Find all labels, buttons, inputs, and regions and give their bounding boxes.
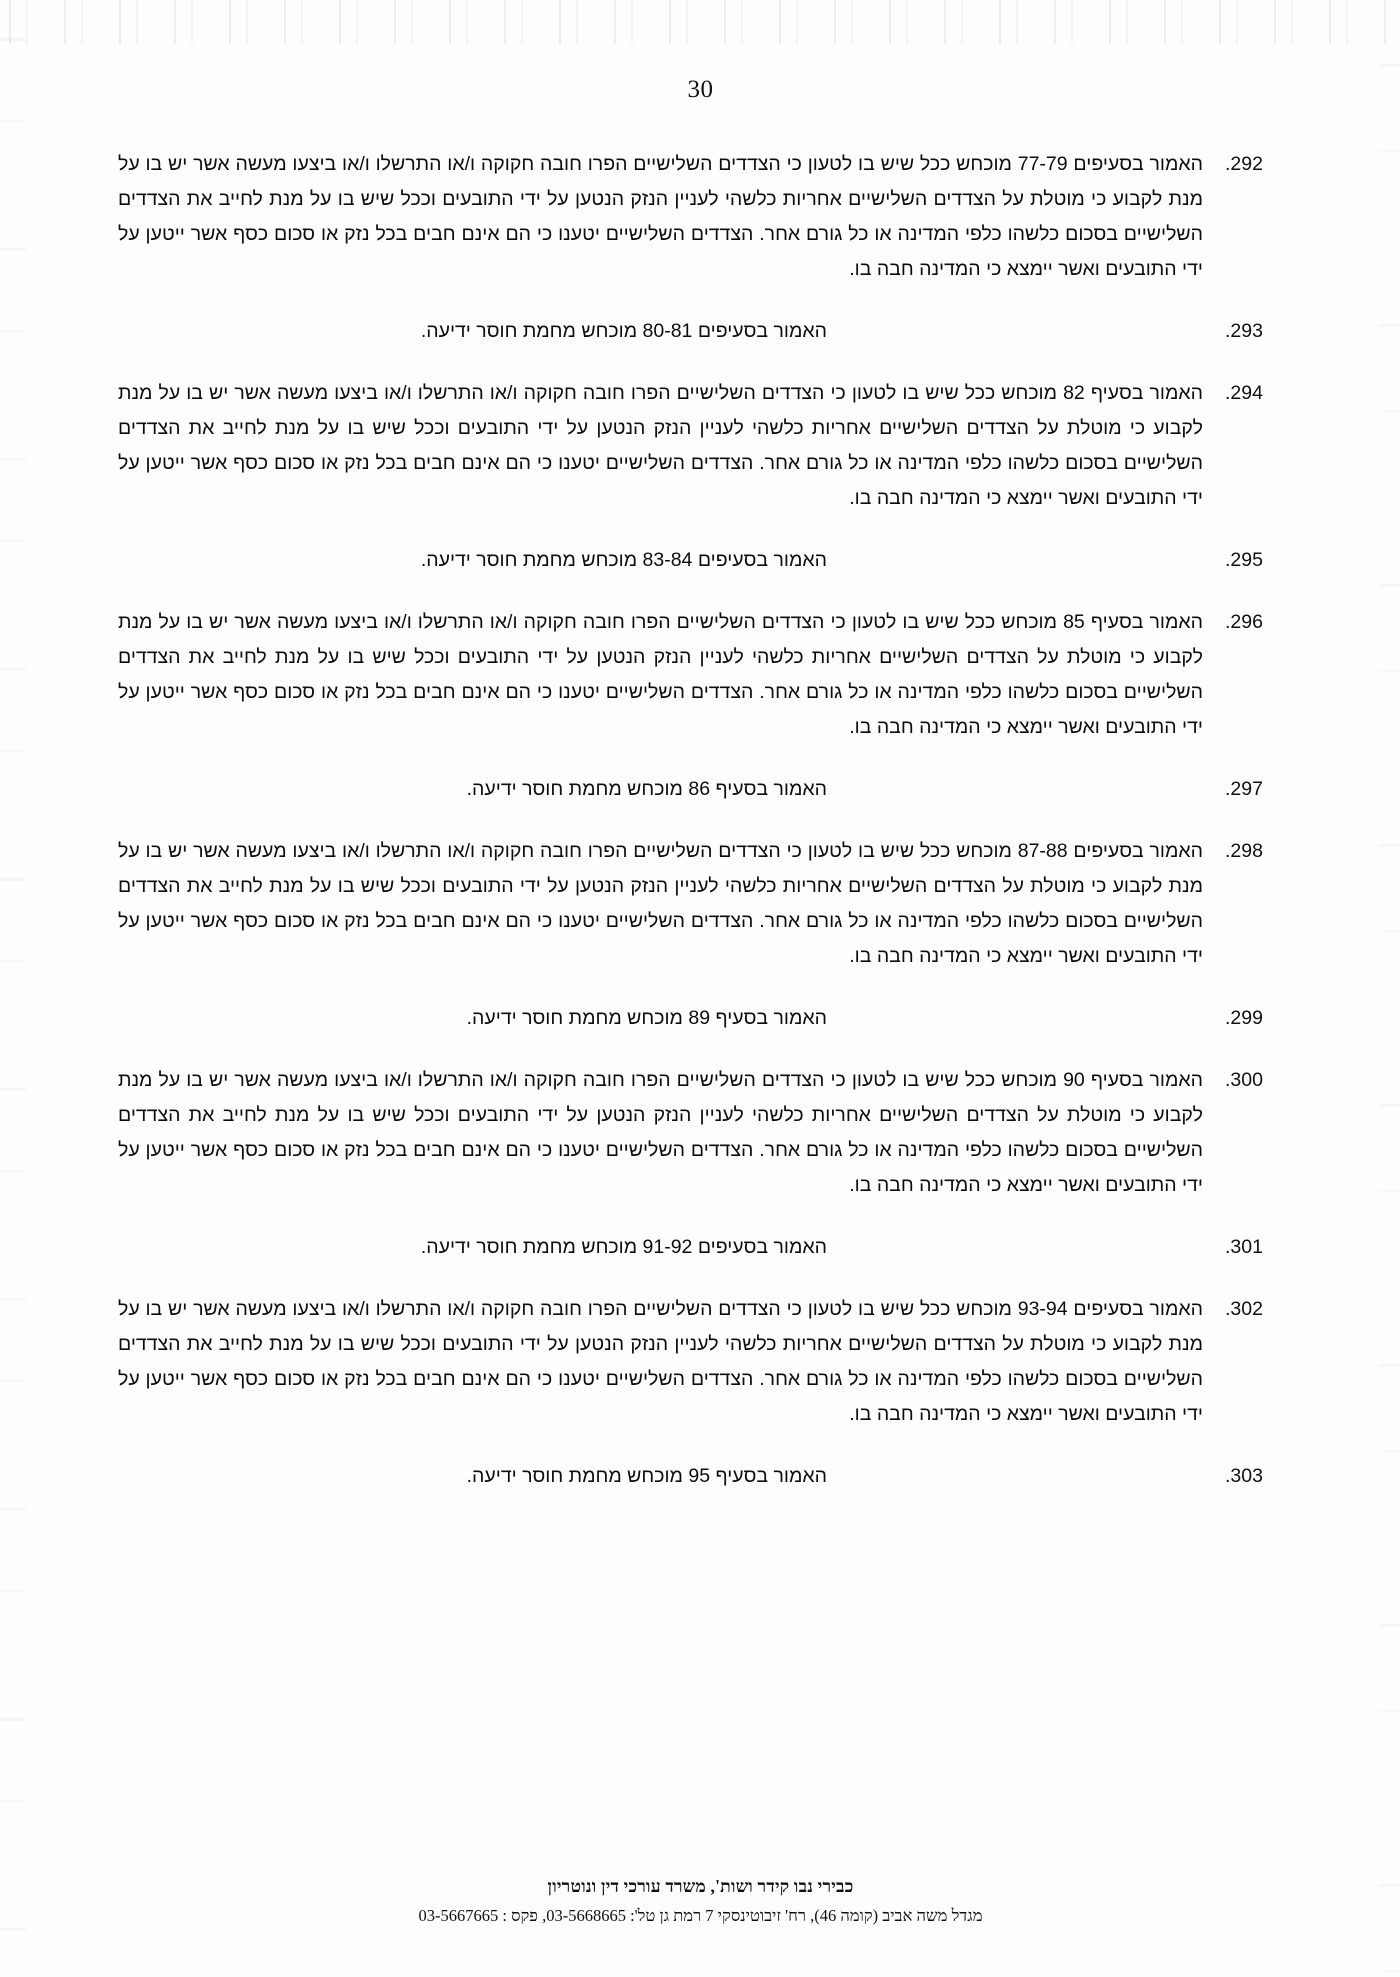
paragraph-text-line: האמור בסעיפים 83-84 מוכחש מחמת חוסר ידיעה.	[420, 549, 827, 571]
paragraph-text-line: האמור בסעיף 89 מוכחש מחמת חוסר ידיעה.	[466, 1007, 827, 1029]
paragraph-298	[118, 834, 1283, 974]
scan-artifact-left-edge	[0, 0, 26, 1977]
paragraph-number: .293	[1225, 320, 1263, 342]
paragraph-text: האמור בסעיף 85 מוכחש ככל שיש בו לטעון כי הצדדים השלישיים הפרו חובה חקוקה ו/או התרשלו ו/או ביצעו מעשה אשר יש בו על מנת לקבוע כי מוטלת על הצדדים השלישיים אחריות כלשהי לעניין הנזק הנטען על ידי התובעים וככל שיש בו על מנת לחייב את הצדדים השלישיים בסכום כלשהו כלפי המדינה או כל גורם אחר. הצדדים השלישיים יטענו כי הם אינם חבים בכל נזק או סכום כסף אשר ייטען על ידי התובעים ואשר יימצא כי המדינה חבה בו.	[118, 611, 1203, 738]
paragraph-number: .303	[1225, 1465, 1263, 1487]
paragraph-number: .295	[1225, 549, 1263, 571]
paragraph-text: האמור בסעיפים 87-88 מוכחש ככל שיש בו לטעון כי הצדדים השלישיים הפרו חובה חקוקה ו/או התרשלו ו/או ביצעו מעשה אשר יש בו על מנת לקבוע כי מוטלת על הצדדים השלישיים אחריות כלשהי לעניין הנזק הנטען על ידי התובעים וככל שיש בו על מנת לחייב את הצדדים השלישיים בסכום כלשהו כלפי המדינה או כל גורם אחר. הצדדים השלישיים יטענו כי הם אינם חבים בכל נזק או סכום כסף אשר ייטען על ידי התובעים ואשר יימצא כי המדינה חבה בו.	[118, 840, 1203, 967]
paragraph-292	[118, 147, 1283, 287]
footer-firm-name: כבירי נבו קידר ושות', משרד עורכי דין ונוטריון	[547, 1876, 854, 1896]
paragraph-text	[118, 314, 1217, 349]
paragraph-295	[118, 543, 1283, 578]
paragraph-number: .297	[1225, 778, 1263, 800]
paragraph-text: האמור בסעיפים 77-79 מוכחש ככל שיש בו לטעון כי הצדדים השלישיים הפרו חובה חקוקה ו/או התרשלו ו/או ביצעו מעשה אשר יש בו על מנת לקבוע כי מוטלת על הצדדים השלישיים אחריות כלשהי לעניין הנזק הנטען על ידי התובעים וככל שיש בו על מנת לחייב את הצדדים השלישיים בסכום כלשהו כלפי המדינה או כל גורם אחר. הצדדים השלישיים יטענו כי הם אינם חבים בכל נזק או סכום כסף אשר ייטען על ידי התובעים ואשר יימצא כי המדינה חבה בו.	[118, 153, 1203, 280]
paragraph-number: .292	[1225, 153, 1263, 175]
paragraph-300	[118, 1063, 1283, 1203]
paragraph-number: .298	[1225, 840, 1263, 862]
paragraph-text-line: האמור בסעיף 86 מוכחש מחמת חוסר ידיעה.	[466, 778, 827, 800]
paragraph-text-line: האמור בסעיפים 91-92 מוכחש מחמת חוסר ידיעה.	[420, 1236, 827, 1258]
paragraph-number: .294	[1225, 382, 1263, 404]
paragraph-text	[118, 772, 1217, 807]
paragraph-text	[118, 1459, 1217, 1494]
page-number: 30	[687, 76, 714, 103]
paragraph-text-line: האמור בסעיפים 80-81 מוכחש מחמת חוסר ידיעה.	[420, 320, 827, 342]
paragraph-list	[118, 147, 1283, 1494]
paragraph-text: האמור בסעיף 90 מוכחש ככל שיש בו לטעון כי הצדדים השלישיים הפרו חובה חקוקה ו/או התרשלו ו/או ביצעו מעשה אשר יש בו על מנת לקבוע כי מוטלת על הצדדים השלישיים אחריות כלשהי לעניין הנזק הנטען על ידי התובעים וככל שיש בו על מנת לחייב את הצדדים השלישיים בסכום כלשהו כלפי המדינה או כל גורם אחר. הצדדים השלישיים יטענו כי הם אינם חבים בכל נזק או סכום כסף אשר ייטען על ידי התובעים ואשר יימצא כי המדינה חבה בו.	[118, 1069, 1203, 1196]
page-content	[118, 0, 1283, 1977]
paragraph-text: האמור בסעיף 82 מוכחש ככל שיש בו לטעון כי הצדדים השלישיים הפרו חובה חקוקה ו/או התרשלו ו/או ביצעו מעשה אשר יש בו על מנת לקבוע כי מוטלת על הצדדים השלישיים אחריות כלשהי לעניין הנזק הנטען על ידי התובעים וככל שיש בו על מנת לחייב את הצדדים השלישיים בסכום כלשהו כלפי המדינה או כל גורם אחר. הצדדים השלישיים יטענו כי הם אינם חבים בכל נזק או סכום כסף אשר ייטען על ידי התובעים ואשר יימצא כי המדינה חבה בו.	[118, 382, 1203, 509]
paragraph-number: .299	[1225, 1007, 1263, 1029]
paragraph-text	[118, 1230, 1217, 1265]
paragraph-number: .300	[1225, 1069, 1263, 1091]
paragraph-text	[118, 1001, 1217, 1036]
paragraph-303	[118, 1459, 1283, 1494]
paragraph-text	[118, 543, 1217, 578]
paragraph-number: .302	[1225, 1298, 1263, 1320]
paragraph-294	[118, 376, 1283, 516]
paragraph-text-line: האמור בסעיף 95 מוכחש מחמת חוסר ידיעה.	[466, 1465, 827, 1487]
paragraph-302	[118, 1292, 1283, 1432]
paragraph-301	[118, 1230, 1283, 1265]
paragraph-299	[118, 1001, 1283, 1036]
paragraph-number: .301	[1225, 1236, 1263, 1258]
paragraph-text: האמור בסעיפים 93-94 מוכחש ככל שיש בו לטעון כי הצדדים השלישיים הפרו חובה חקוקה ו/או התרשלו ו/או ביצעו מעשה אשר יש בו על מנת לקבוע כי מוטלת על הצדדים השלישיים אחריות כלשהי לעניין הנזק הנטען על ידי התובעים וככל שיש בו על מנת לחייב את הצדדים השלישיים בסכום כלשהו כלפי המדינה או כל גורם אחר. הצדדים השלישיים יטענו כי הם אינם חבים בכל נזק או סכום כסף אשר ייטען על ידי התובעים ואשר יימצא כי המדינה חבה בו.	[118, 1298, 1203, 1425]
paragraph-297	[118, 772, 1283, 807]
footer-address-line: מגדל משה אביב (קומה 46), רח' זיבוטינסקי 7 רמת גן טל': 03-5668665, פקס : 03-5667665	[418, 1906, 983, 1925]
page-footer	[118, 1873, 1283, 1929]
paragraph-293	[118, 314, 1283, 349]
paragraph-296	[118, 605, 1283, 745]
scan-artifact-right-edge	[1378, 0, 1400, 1977]
paragraph-number: .296	[1225, 611, 1263, 633]
